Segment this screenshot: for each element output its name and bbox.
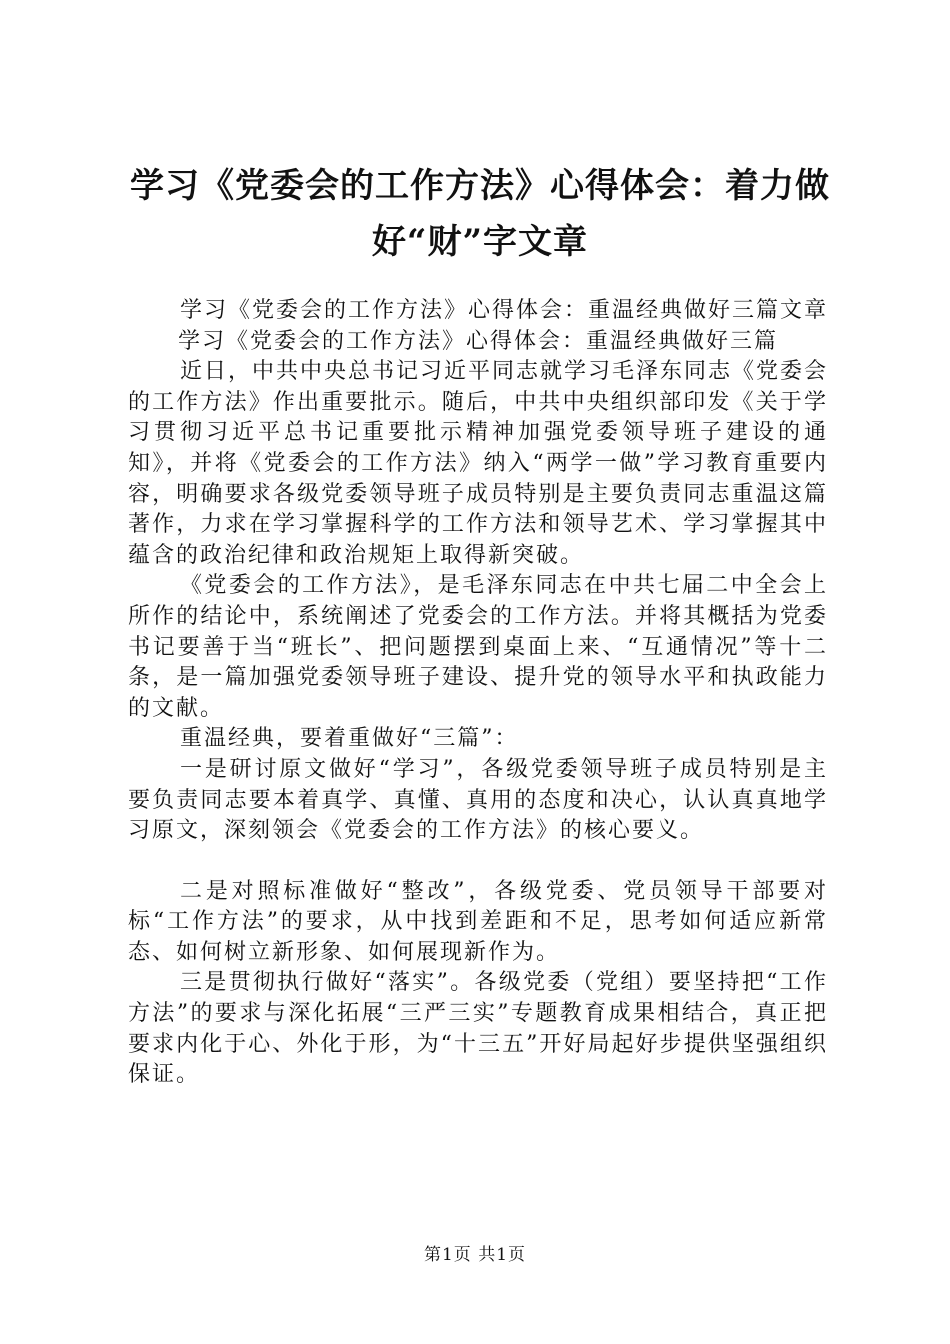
paragraph-background: 《党委会的工作方法》，是毛泽东同志在中共七届二中全会上所作的结论中，系统阐述了党委会的工作方法。并将其概括为党委书记要善于当“班长”、把问题摆到桌面上来、“互通情况”等十二条，是一篇加强党委领导班子建设、提升党的领导水平和执政能力的文献。: [128, 573, 828, 721]
paragraph-spacer: [128, 847, 828, 877]
paragraph-subtitle: 学习《党委会的工作方法》心得体会：重温经典做好三篇文章: [180, 298, 829, 323]
paragraph-three-points-lead: 重温经典，要着重做好“三篇”：: [180, 726, 519, 752]
document-body: [128, 296, 828, 1091]
paragraph-point-one: 一是研讨原文做好“学习”，各级党委领导班子成员特别是主要负责同志要本着真学、真懂、真用的态度和决心，认认真真地学习原文，深刻领会《党委会的工作方法》的核心要义。: [128, 756, 828, 844]
paragraph-subheading: 学习《党委会的工作方法》心得体会：重温经典做好三篇: [178, 328, 779, 354]
paragraph-point-two: 二是对照标准做好“整改”，各级党委、党员领导干部要对标“工作方法”的要求，从中找到差距和不足，思考如何适应新常态、如何树立新形象、如何展现新作为。: [128, 878, 828, 965]
page-footer: 第1页 共1页: [423, 1245, 527, 1265]
document-title: 学习《党委会的工作方法》心得体会：着力做好“财”字文章: [130, 166, 830, 262]
paragraph-intro: 近日，中共中央总书记习近平同志就学习毛泽东同志《党委会的工作方法》作出重要批示。随后，中共中央组织部印发《关于学习贯彻习近平总书记重要批示精神加强党委领导班子建设的通知》，并将《党委会的工作方法》纳入“两学一做”学习教育重要内容，明确要求各级党委领导班子成员特别是主要负责同志重温这篇著作，力求在学习掌握科学的工作方法和领导艺术、学习掌握其中蕴含的政治纪律和政治规矩上取得新突破。: [128, 359, 829, 568]
paragraph-point-three: 三是贯彻执行做好“落实”。各级党委（党组）要坚持把“工作方法”的要求与深化拓展“三严三实”专题教育成果相结合，真正把要求内化于心、外化于形，为“十三五”开好局起好步提供坚强组织保证。: [128, 970, 828, 1088]
